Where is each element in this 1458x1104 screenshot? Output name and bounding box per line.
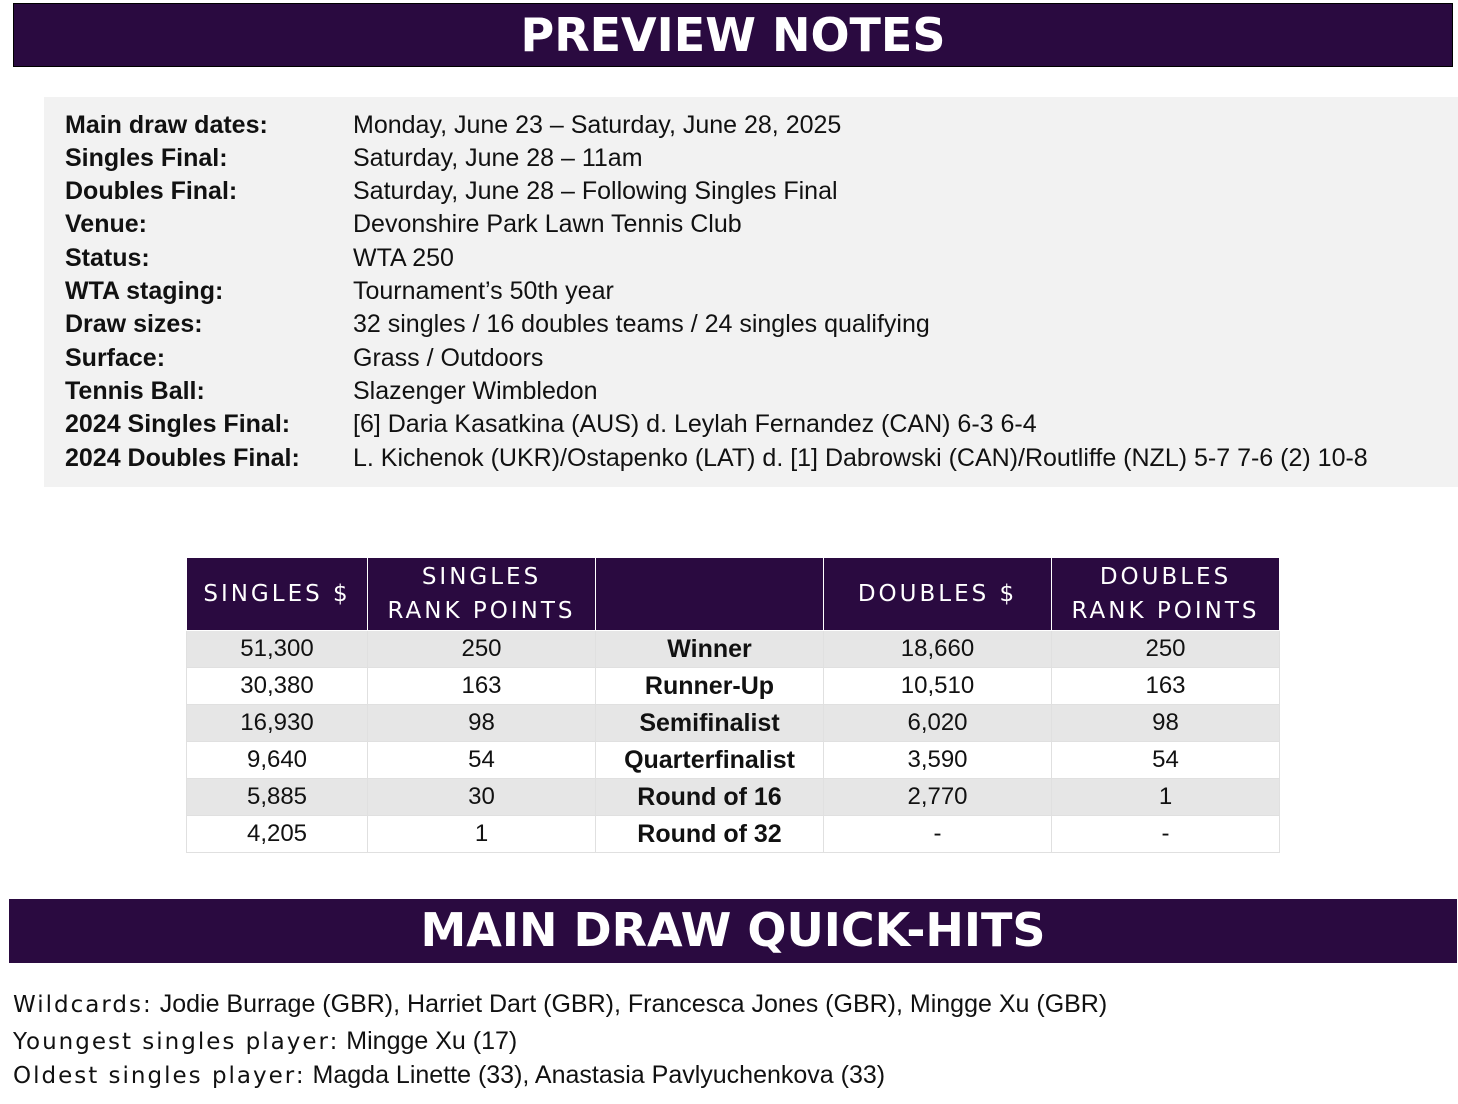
info-label: Doubles Final: xyxy=(65,177,238,205)
singles-points-cell: 163 xyxy=(368,668,596,705)
info-value: Devonshire Park Lawn Tennis Club xyxy=(353,210,742,238)
doubles-points-cell: 98 xyxy=(1052,705,1280,742)
info-value: 32 singles / 16 doubles teams / 24 singles qualifying xyxy=(353,310,930,338)
table-row xyxy=(187,742,1280,779)
quickhit-label: Oldest singles player: xyxy=(13,1063,306,1089)
info-value: Saturday, June 28 – Following Singles Final xyxy=(353,177,838,205)
header-singles-rank-points xyxy=(368,558,596,631)
table-row xyxy=(187,779,1280,816)
header-doubles-money xyxy=(824,558,1052,631)
prize-money-table xyxy=(186,557,1280,853)
info-label: 2024 Singles Final: xyxy=(65,410,291,438)
info-value: Slazenger Wimbledon xyxy=(353,377,598,405)
preview-notes-title: PREVIEW NOTES xyxy=(520,8,946,62)
singles-points-cell: 54 xyxy=(368,742,596,779)
info-label: Tennis Ball: xyxy=(65,377,205,405)
header-round xyxy=(596,558,824,631)
round-cell: Round of 32 xyxy=(596,816,824,853)
singles-money-cell: 16,930 xyxy=(187,705,368,742)
table-row xyxy=(187,816,1280,853)
info-value: Saturday, June 28 – 11am xyxy=(353,144,643,172)
quickhits-banner xyxy=(9,899,1457,963)
quickhit-wildcards xyxy=(13,987,1107,1022)
info-value: Tournament’s 50th year xyxy=(353,277,614,305)
doubles-money-cell: 6,020 xyxy=(824,705,1052,742)
info-label: Singles Final: xyxy=(65,144,228,172)
header-label: DOUBLES xyxy=(1099,564,1232,590)
doubles-money-cell: 18,660 xyxy=(824,631,1052,668)
quickhit-value: Jodie Burrage (GBR), Harriet Dart (GBR), Francesca Jones (GBR), Mingge Xu (GBR) xyxy=(159,990,1108,1018)
round-cell: Quarterfinalist xyxy=(596,742,824,779)
info-label: Surface: xyxy=(65,344,166,372)
quickhit-value: Magda Linette (33), Anastasia Pavlyuchenkova (33) xyxy=(312,1061,886,1089)
header-singles-money xyxy=(187,558,368,631)
info-value: Grass / Outdoors xyxy=(353,344,544,372)
table-row xyxy=(187,631,1280,668)
doubles-points-cell: 163 xyxy=(1052,668,1280,705)
header-label: SINGLES $ xyxy=(203,581,351,607)
doubles-money-cell: - xyxy=(824,816,1052,853)
table-row xyxy=(187,668,1280,705)
info-label: Main draw dates: xyxy=(65,111,268,139)
doubles-points-cell: - xyxy=(1052,816,1280,853)
info-label: Draw sizes: xyxy=(65,310,203,338)
singles-money-cell: 30,380 xyxy=(187,668,368,705)
singles-points-cell: 1 xyxy=(368,816,596,853)
singles-points-cell: 98 xyxy=(368,705,596,742)
quickhits-title: MAIN DRAW QUICK-HITS xyxy=(420,903,1046,957)
table-header-row xyxy=(187,558,1280,631)
doubles-points-cell: 1 xyxy=(1052,779,1280,816)
singles-money-cell: 4,205 xyxy=(187,816,368,853)
quickhit-youngest xyxy=(13,1024,517,1059)
info-value: WTA 250 xyxy=(353,244,454,272)
info-value: Monday, June 23 – Saturday, June 28, 2025 xyxy=(353,111,842,139)
preview-notes-banner xyxy=(13,3,1453,67)
header-label: DOUBLES $ xyxy=(857,581,1018,607)
singles-money-cell: 5,885 xyxy=(187,779,368,816)
singles-points-cell: 250 xyxy=(368,631,596,668)
singles-money-cell: 51,300 xyxy=(187,631,368,668)
doubles-money-cell: 2,770 xyxy=(824,779,1052,816)
round-cell: Runner-Up xyxy=(596,668,824,705)
round-cell: Semifinalist xyxy=(596,705,824,742)
table-row xyxy=(187,705,1280,742)
doubles-money-cell: 3,590 xyxy=(824,742,1052,779)
round-cell: Round of 16 xyxy=(596,779,824,816)
singles-points-cell: 30 xyxy=(368,779,596,816)
info-label: WTA staging: xyxy=(65,277,224,305)
tournament-info-panel xyxy=(44,97,1458,487)
info-value: L. Kichenok (UKR)/Ostapenko (LAT) d. [1] Dabrowski (CAN)/Routliffe (NZL) 5-7 7-6 (2) 10-8 xyxy=(353,444,1368,472)
doubles-points-cell: 250 xyxy=(1052,631,1280,668)
quickhit-value: Mingge Xu (17) xyxy=(346,1027,518,1055)
doubles-money-cell: 10,510 xyxy=(824,668,1052,705)
singles-money-cell: 9,640 xyxy=(187,742,368,779)
info-label: 2024 Doubles Final: xyxy=(65,444,300,472)
doubles-points-cell: 54 xyxy=(1052,742,1280,779)
quickhit-oldest xyxy=(13,1058,885,1093)
header-label: RANK POINTS xyxy=(1071,598,1260,624)
header-label: SINGLES xyxy=(421,564,542,590)
quickhit-label: Youngest singles player: xyxy=(13,1029,340,1055)
header-label: RANK POINTS xyxy=(387,598,576,624)
header-doubles-rank-points xyxy=(1052,558,1280,631)
round-cell: Winner xyxy=(596,631,824,668)
info-label: Venue: xyxy=(65,210,147,238)
quickhit-label: Wildcards: xyxy=(13,992,153,1018)
info-label: Status: xyxy=(65,244,150,272)
info-value: [6] Daria Kasatkina (AUS) d. Leylah Fernandez (CAN) 6-3 6-4 xyxy=(353,410,1037,438)
